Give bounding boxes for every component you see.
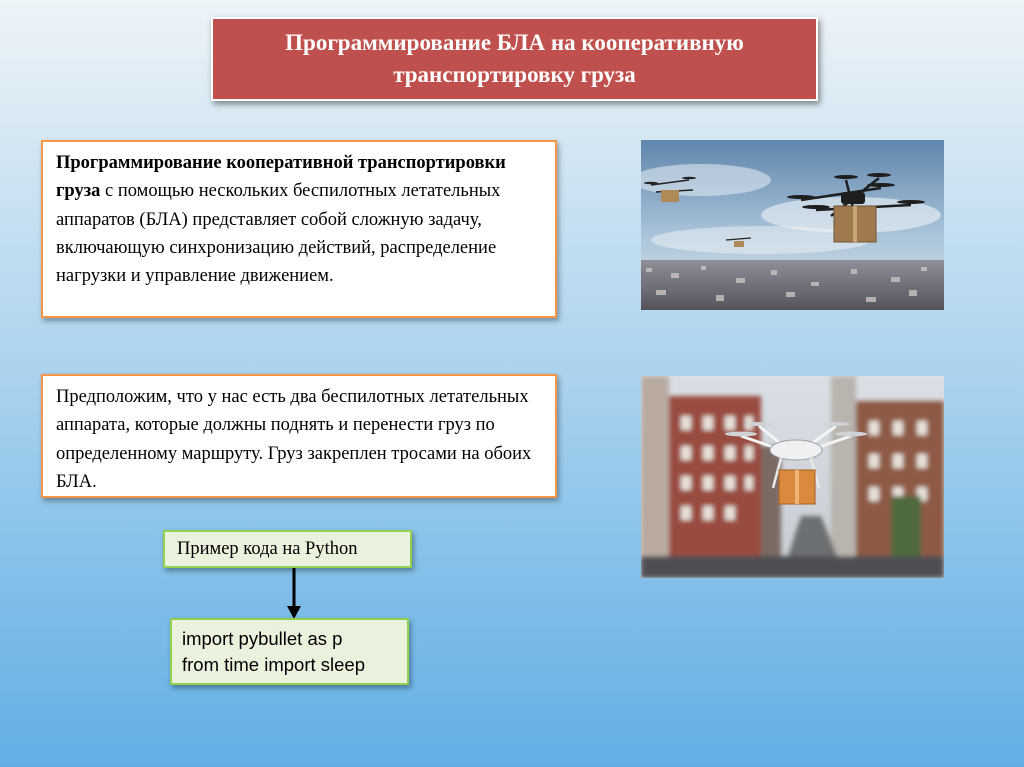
scenario-body-text: Предположим, что у нас есть два беспилотных летательных аппарата, которые должны поднять и перенести груз по определенному маршруту. Груз закреплен тросами на обоих БЛА. — [56, 387, 532, 492]
intro-text-box — [41, 140, 557, 318]
code-line-2: from time import sleep — [182, 654, 365, 675]
slide-title — [211, 17, 818, 101]
drone-carrying-box-street-photo — [641, 376, 944, 578]
python-example-label: Пример кода на Python — [177, 539, 358, 559]
code-line-1: import pybullet as p — [182, 628, 343, 649]
drones-over-city-photo — [641, 140, 944, 310]
python-example-label-box — [163, 530, 412, 568]
intro-body-text: с помощью нескольких беспилотных летательных аппаратов (БЛА) представляет собой сложную задачу, включающую синхронизацию действий, распределение нагрузки и управление движением. — [56, 181, 501, 287]
intro-bold-text: Программирование кооперативной транспортировки груза — [56, 153, 506, 202]
down-arrow-icon — [284, 568, 304, 620]
slide-title-text: Программирование БЛА на кооперативную транспортировку груза — [285, 30, 744, 87]
python-code-box — [170, 618, 409, 685]
scenario-text-box — [41, 374, 557, 498]
